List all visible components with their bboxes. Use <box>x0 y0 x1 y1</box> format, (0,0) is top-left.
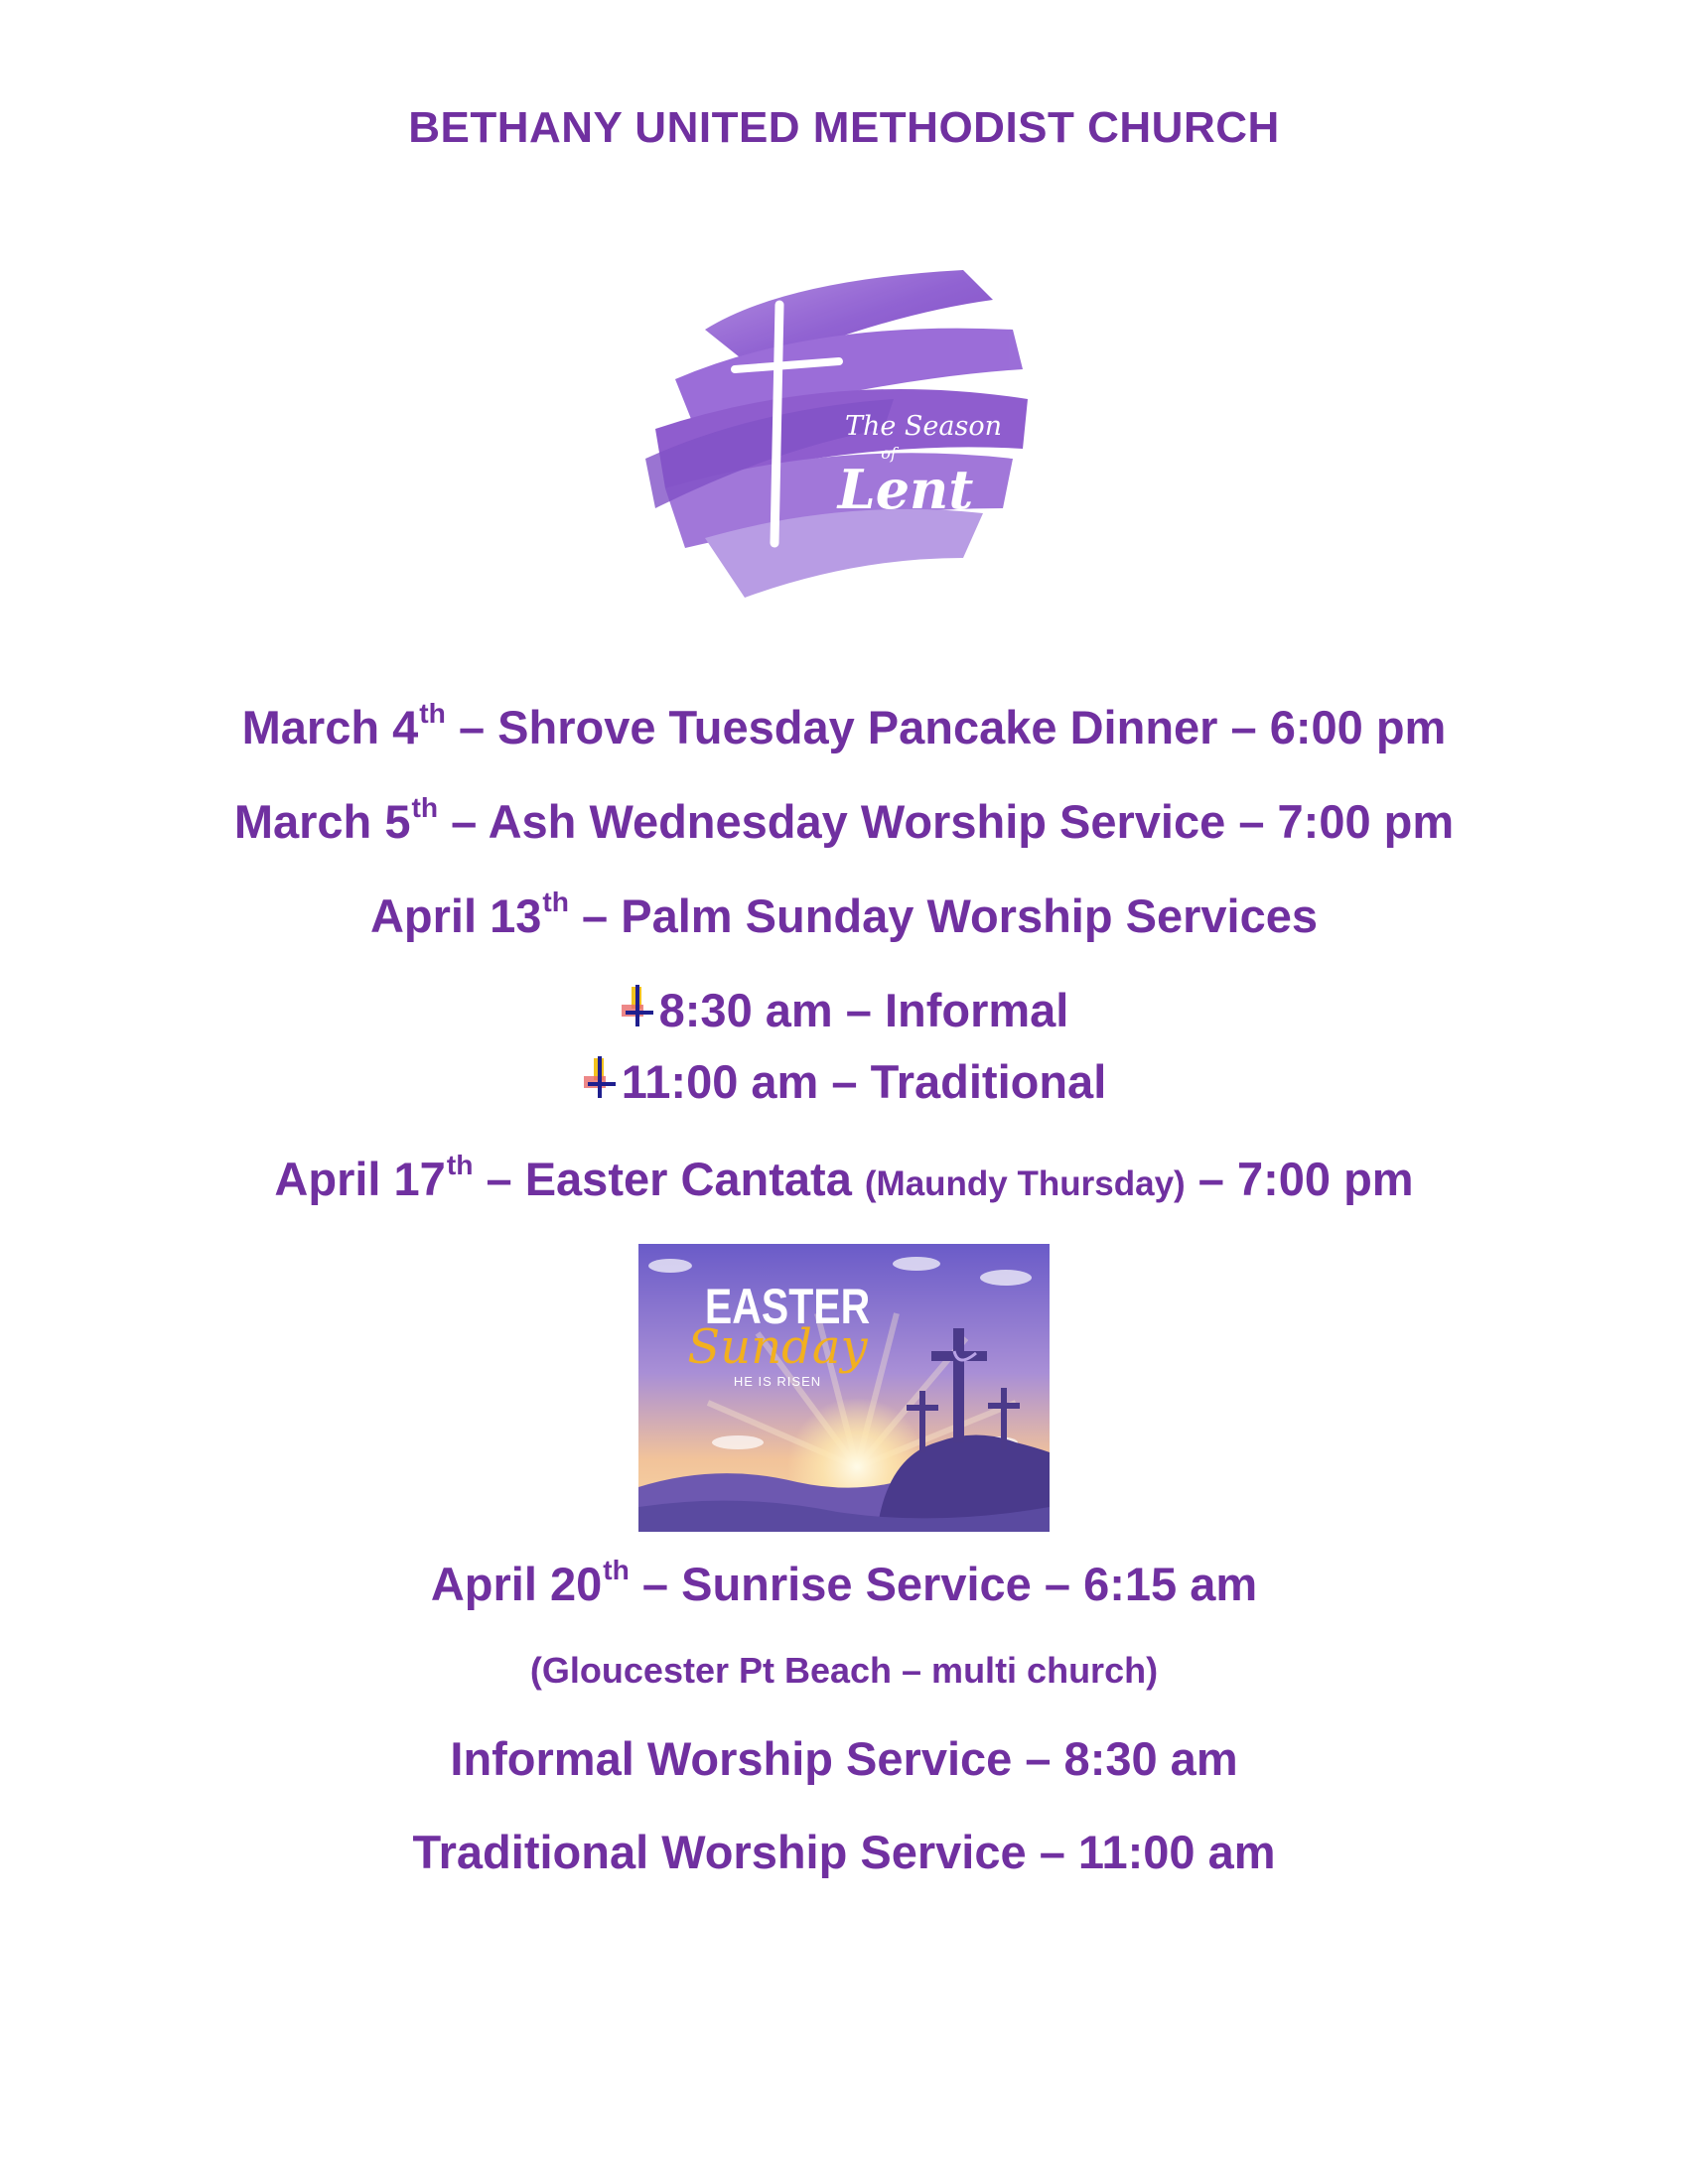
event-sunrise-service <box>0 1553 1688 1611</box>
service-text: 8:30 am – Informal <box>658 984 1069 1036</box>
event-date: April 20 <box>430 1558 603 1610</box>
event-text: – Easter Cantata <box>473 1153 865 1205</box>
lent-image-line1: The Season <box>844 411 1003 442</box>
event-time: – 7:00 pm <box>1185 1153 1414 1205</box>
season-of-lent-image <box>635 260 1033 617</box>
event-shrove-tuesday <box>0 696 1688 754</box>
cross-bullet-icon <box>582 1056 620 1102</box>
event-easter-cantata <box>0 1148 1688 1206</box>
easter-image-tagline: HE IS RISEN <box>733 1374 822 1389</box>
event-date: March 4 <box>241 701 419 753</box>
ordinal-suffix: th <box>411 790 439 823</box>
sunrise-service-location-note: (Gloucester Pt Beach – multi church) <box>529 1650 1159 1691</box>
cross-bullet-icon <box>620 985 657 1030</box>
ordinal-suffix: th <box>542 885 569 917</box>
event-text: – Sunrise Service – 6:15 am <box>629 1558 1258 1610</box>
event-text: – Palm Sunday Worship Services <box>568 889 1319 942</box>
event-date: April 13 <box>369 889 542 942</box>
event-date: March 5 <box>233 795 411 848</box>
ordinal-suffix: th <box>419 696 446 729</box>
event-paren-note: (Maundy Thursday) <box>864 1164 1186 1203</box>
ordinal-suffix: th <box>446 1148 474 1180</box>
event-date: April 17 <box>274 1153 446 1205</box>
lent-image-line3: Lent <box>837 458 974 521</box>
event-informal-worship: Informal Worship Service – 8:30 am <box>450 1732 1238 1785</box>
event-ash-wednesday <box>0 790 1688 849</box>
ordinal-suffix: th <box>603 1553 630 1585</box>
event-traditional-worship: Traditional Worship Service – 11:00 am <box>412 1826 1276 1878</box>
event-palm-sunday <box>0 885 1688 943</box>
event-text: – Shrove Tuesday Pancake Dinner – 6:00 pm <box>445 701 1447 753</box>
easter-image-word1: EASTER <box>704 1279 871 1334</box>
lent-image-line2: of <box>881 444 897 463</box>
page-title: BETHANY UNITED METHODIST CHURCH <box>408 103 1280 152</box>
easter-sunday-image <box>638 1244 1050 1532</box>
easter-image-word2: Sunday <box>687 1319 868 1375</box>
palm-sunday-service-informal <box>0 983 1688 1037</box>
service-text: 11:00 am – Traditional <box>621 1055 1107 1108</box>
event-text: – Ash Wednesday Worship Service – 7:00 pm <box>438 795 1455 848</box>
palm-sunday-service-traditional <box>0 1054 1688 1109</box>
